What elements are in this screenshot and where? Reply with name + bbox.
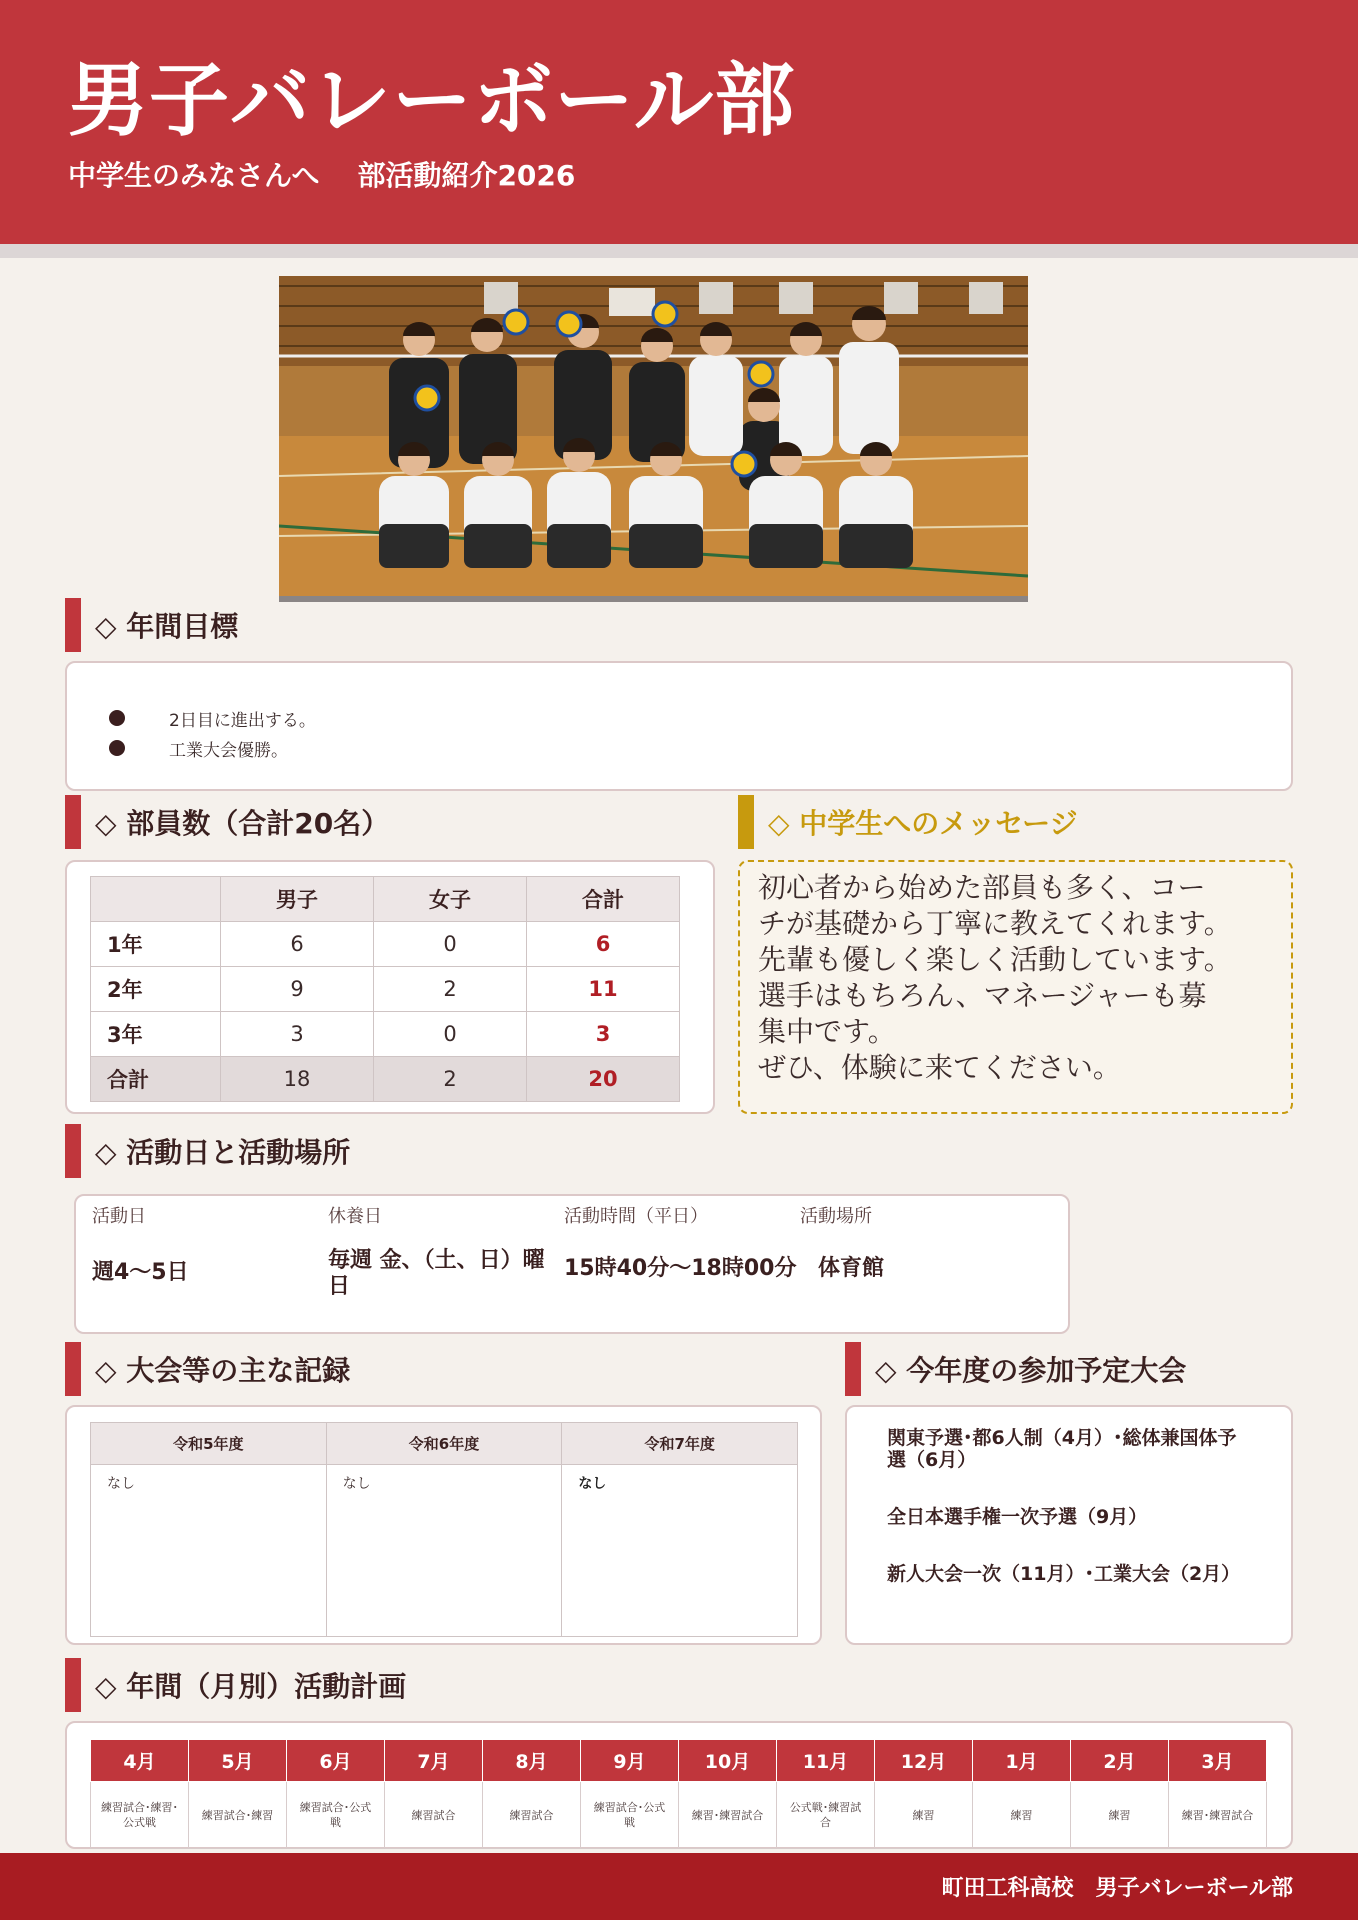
- subtitle-edition: 部活動紹介2026: [357, 159, 576, 192]
- activity-time-value: 15時40分～18時00分: [564, 1256, 797, 1281]
- message-line: 先輩も優しく楽しく活動しています。: [758, 943, 1232, 976]
- heading-accent-bar: [845, 1342, 861, 1396]
- plan-heading-text: ◇ 年間（月別）活動計画: [95, 1670, 407, 1703]
- records-card: [65, 1405, 822, 1645]
- footer-banner: [0, 1853, 1358, 1920]
- header-divider: [0, 244, 1358, 258]
- records-heading: [65, 1342, 350, 1396]
- month-activity: 公式戦･練習試合: [777, 1782, 875, 1849]
- total-count: 6: [527, 922, 680, 967]
- message-heading-text: ◇ 中学生へのメッセージ: [768, 807, 1078, 840]
- month-header: 3月: [1169, 1740, 1267, 1782]
- message-heading: [738, 795, 1078, 849]
- activity-heading: [65, 1124, 350, 1178]
- boys-count: 9: [221, 967, 374, 1012]
- column-header: 令和5年度: [91, 1423, 327, 1465]
- row-label: 2年: [91, 967, 221, 1012]
- members-card: [65, 860, 715, 1114]
- record-value: なし: [578, 1476, 607, 1492]
- table-header-row: [91, 1423, 798, 1465]
- goal-text: 2日目に進出する。: [169, 710, 316, 731]
- event-item: 関東予選･都6人制（4月）･総体兼国体予選（6月）: [887, 1427, 1237, 1471]
- message-line: ぜひ、体験に来てください。: [758, 1051, 1121, 1084]
- month-activity: 練習: [875, 1782, 973, 1849]
- girls-count: 2: [374, 967, 527, 1012]
- table-header-row: [91, 877, 680, 922]
- goals-card: [65, 661, 1293, 791]
- events-heading-text: ◇ 今年度の参加予定大会: [875, 1354, 1187, 1387]
- row-label: 3年: [91, 1012, 221, 1057]
- message-line: 初心者から始めた部員も多く、コー: [758, 871, 1206, 904]
- month-activity: 練習･練習試合: [1169, 1782, 1267, 1849]
- girls-count: 0: [374, 922, 527, 967]
- column-header: 男子: [221, 877, 374, 922]
- boys-count: 18: [221, 1057, 374, 1102]
- month-header: 4月: [91, 1740, 189, 1782]
- plan-card: [65, 1721, 1293, 1849]
- heading-accent-bar: [65, 1342, 81, 1396]
- list-item: [109, 703, 1291, 733]
- activity-card: [74, 1194, 1070, 1334]
- team-photo-illustration: [279, 276, 1028, 596]
- header-banner: [0, 0, 1358, 244]
- message-line: チが基礎から丁寧に教えてくれます。: [758, 907, 1232, 940]
- total-count: 11: [527, 967, 680, 1012]
- month-header: 8月: [483, 1740, 581, 1782]
- record-cell: なし: [326, 1465, 562, 1637]
- month-activity: 練習試合･練習･公式戦: [91, 1782, 189, 1849]
- boys-count: 6: [221, 922, 374, 967]
- goals-heading: [65, 598, 238, 652]
- records-heading-text: ◇ 大会等の主な記録: [95, 1354, 351, 1387]
- heading-accent-bar: [738, 795, 754, 849]
- month-header: 7月: [385, 1740, 483, 1782]
- column-header: 女子: [374, 877, 527, 922]
- month-header: 1月: [973, 1740, 1071, 1782]
- month-header: 12月: [875, 1740, 973, 1782]
- month-header: 5月: [189, 1740, 287, 1782]
- table-total-row: [91, 1057, 680, 1102]
- boys-count: 3: [221, 1012, 374, 1057]
- table-row: [91, 922, 680, 967]
- message-box: [738, 860, 1293, 1114]
- activity-days-label: 活動日: [92, 1206, 146, 1227]
- total-count: 3: [527, 1012, 680, 1057]
- events-card: [845, 1405, 1293, 1645]
- month-activity: 練習: [973, 1782, 1071, 1849]
- month-header: 9月: [581, 1740, 679, 1782]
- table-header-row: [91, 1740, 1267, 1782]
- activity-off-label: 休養日: [328, 1206, 382, 1227]
- members-table: [90, 876, 680, 1102]
- column-header: [91, 877, 221, 922]
- members-heading-text: ◇ 部員数（合計20名）: [95, 807, 390, 840]
- event-item: 新人大会一次（11月）･工業大会（2月）: [887, 1563, 1241, 1585]
- month-header: 2月: [1071, 1740, 1169, 1782]
- message-line: 選手はもちろん、マネージャーも募: [758, 979, 1207, 1012]
- record-cell: なし: [91, 1465, 327, 1637]
- goal-text: 工業大会優勝。: [169, 740, 288, 761]
- girls-count: 2: [374, 1057, 527, 1102]
- heading-accent-bar: [65, 598, 81, 652]
- members-heading: [65, 795, 389, 849]
- heading-accent-bar: [65, 1124, 81, 1178]
- page-subtitle: [68, 154, 613, 194]
- subtitle-audience: 中学生のみなさんへ: [68, 159, 320, 192]
- row-label: 1年: [91, 922, 221, 967]
- month-activity: 練習試合: [483, 1782, 581, 1849]
- list-item: [109, 733, 1291, 763]
- table-row: [91, 1012, 680, 1057]
- plan-heading: [65, 1658, 406, 1712]
- month-header: 6月: [287, 1740, 385, 1782]
- events-heading: [845, 1342, 1186, 1396]
- month-activity: 練習: [1071, 1782, 1169, 1849]
- heading-accent-bar: [65, 795, 81, 849]
- team-photo: [279, 276, 1028, 602]
- table-row: [91, 967, 680, 1012]
- table-row: [91, 1782, 1267, 1849]
- activity-days-value: 週4～5日: [92, 1260, 189, 1285]
- footer-text: 町田工科高校 男子バレーボール部: [941, 1876, 1293, 1901]
- event-item: 全日本選手権一次予選（9月）: [887, 1506, 1148, 1528]
- record-cell: [562, 1465, 798, 1637]
- month-activity: 練習試合･練習: [189, 1782, 287, 1849]
- activity-place-value: 体育館: [818, 1256, 885, 1281]
- activity-time-label: 活動時間（平日）: [564, 1206, 708, 1227]
- plan-table: [90, 1739, 1267, 1849]
- bullet-icon: [109, 740, 125, 756]
- column-header: 合計: [527, 877, 680, 922]
- page-title: 男子バレーボール部: [68, 54, 796, 147]
- heading-accent-bar: [65, 1658, 81, 1712]
- column-header: 令和6年度: [326, 1423, 562, 1465]
- records-table: [90, 1422, 798, 1637]
- activity-heading-text: ◇ 活動日と活動場所: [95, 1136, 351, 1169]
- goals-heading-text: ◇ 年間目標: [95, 610, 239, 643]
- month-header: 10月: [679, 1740, 777, 1782]
- month-header: 11月: [777, 1740, 875, 1782]
- total-count: 20: [527, 1057, 680, 1102]
- message-line: 集中です。: [758, 1015, 896, 1048]
- month-activity: 練習試合･公式戦: [581, 1782, 679, 1849]
- column-header: 令和7年度: [562, 1423, 798, 1465]
- activity-off-value: 毎週 金、（土、日）曜日: [328, 1248, 545, 1299]
- month-activity: 練習試合･公式戦: [287, 1782, 385, 1849]
- activity-place-label: 活動場所: [800, 1206, 872, 1227]
- month-activity: 練習･練習試合: [679, 1782, 777, 1849]
- bullet-icon: [109, 710, 125, 726]
- month-activity: 練習試合: [385, 1782, 483, 1849]
- girls-count: 0: [374, 1012, 527, 1057]
- row-label: 合計: [91, 1057, 221, 1102]
- table-row: [91, 1465, 798, 1637]
